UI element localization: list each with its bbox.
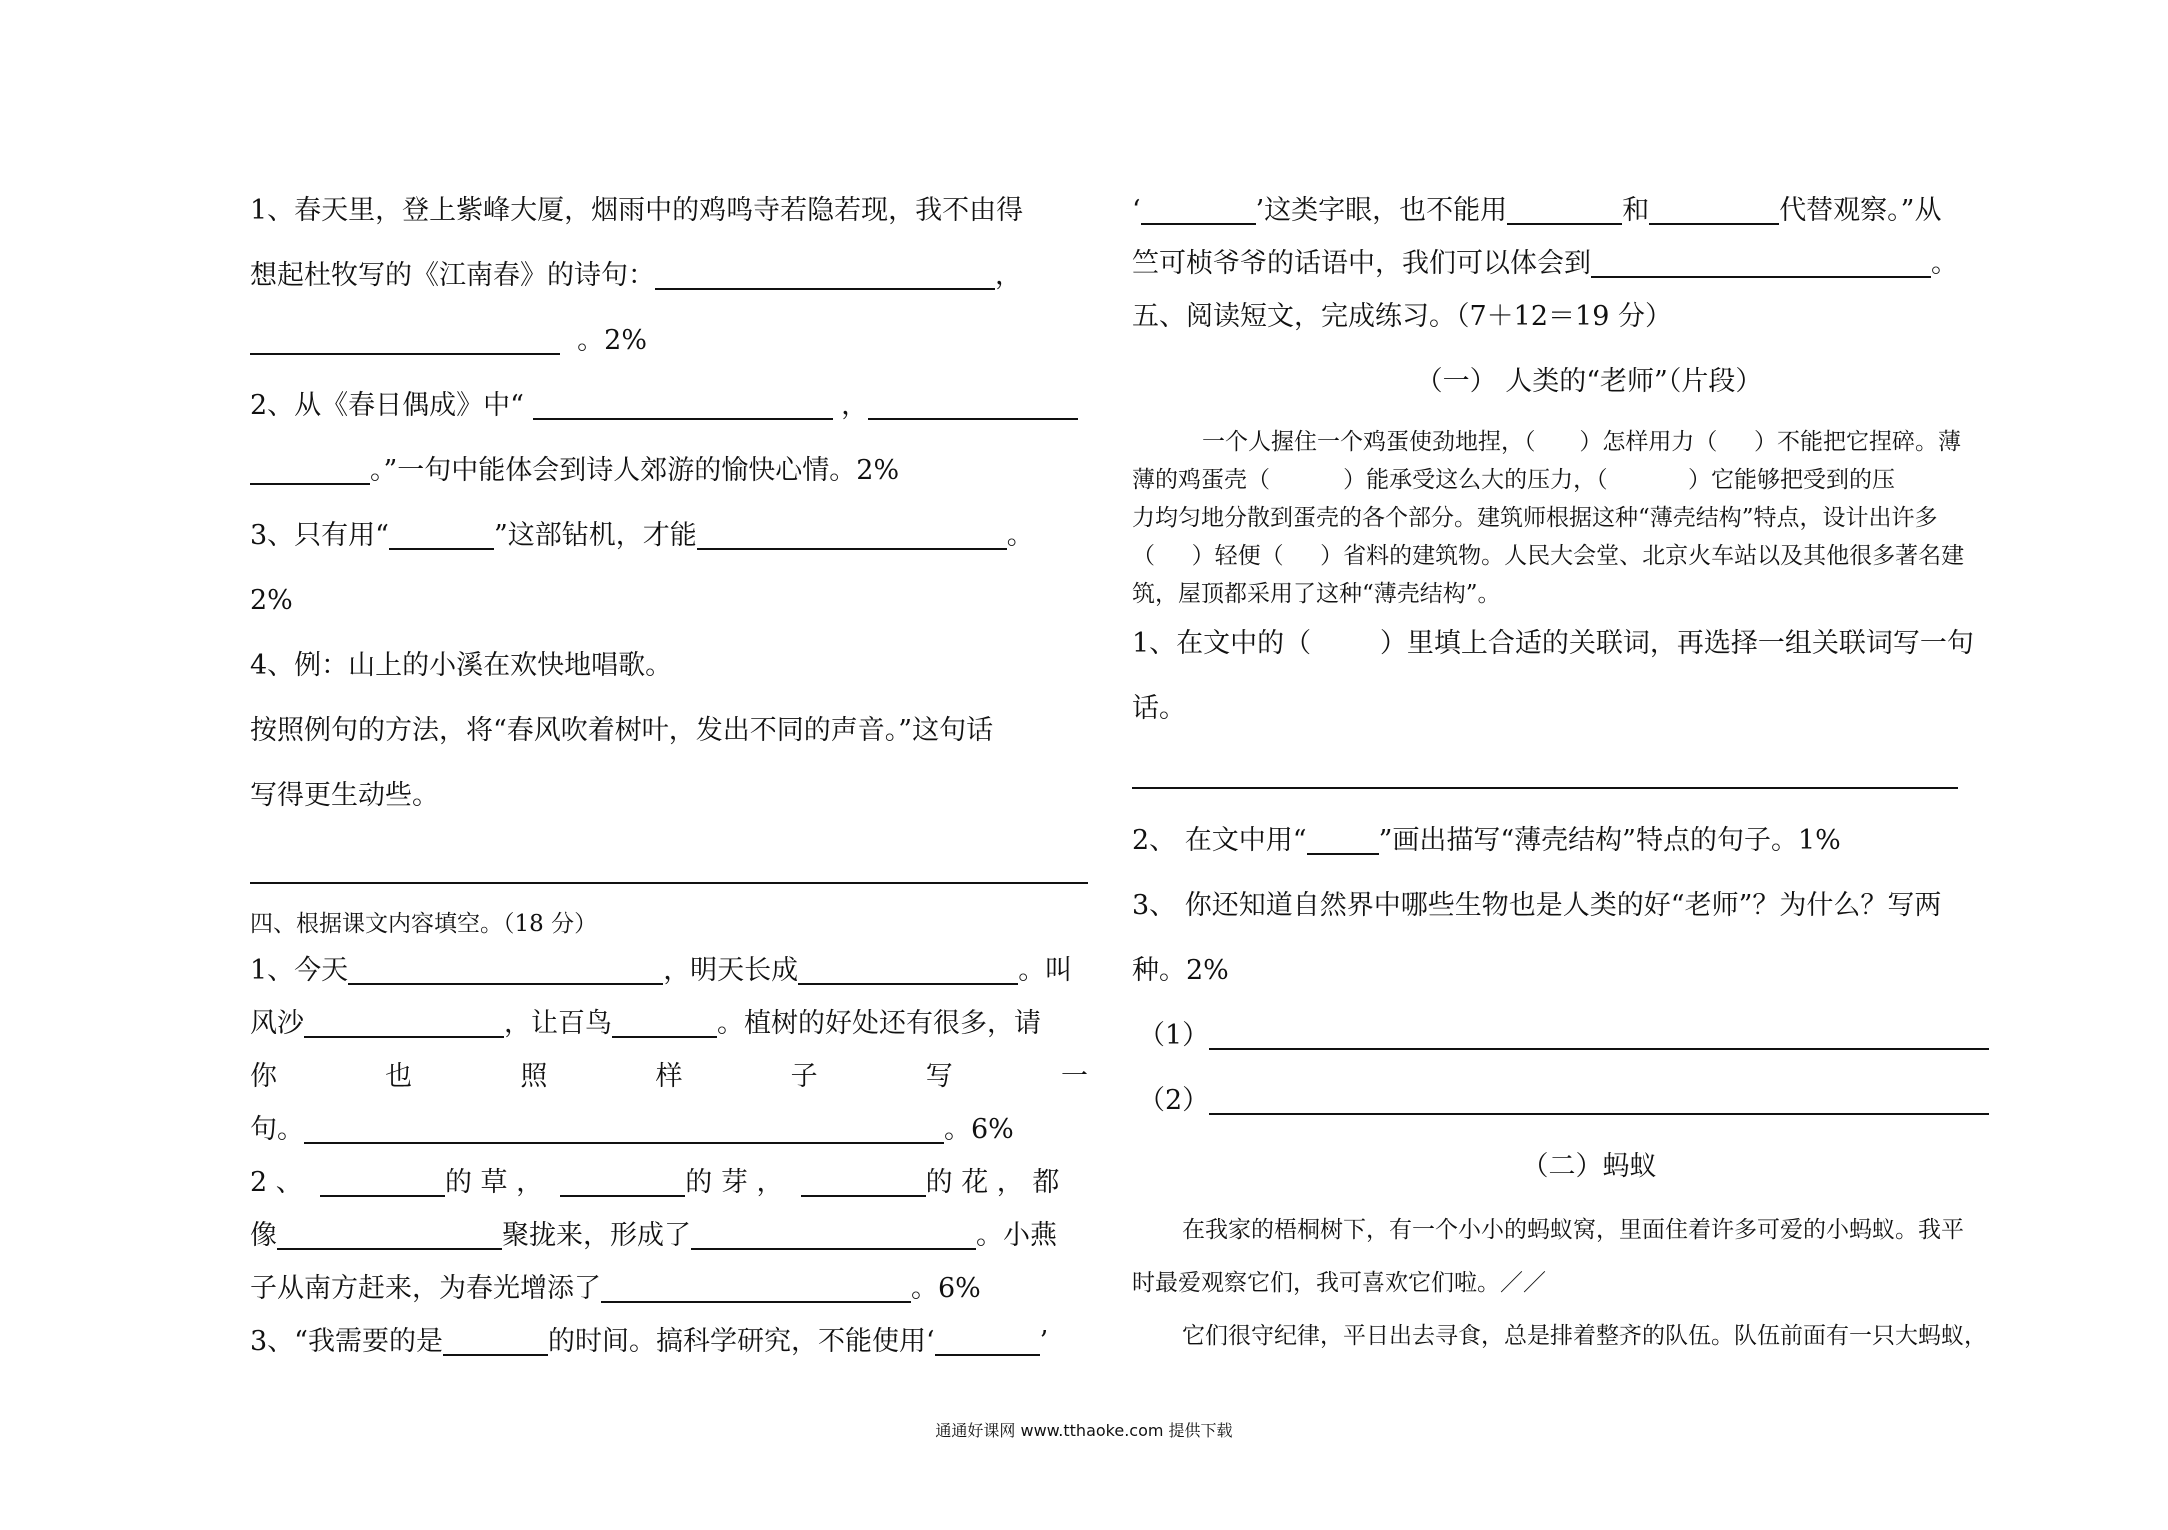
answer-blank[interactable] — [1209, 1083, 1989, 1115]
answer-blank[interactable] — [612, 1006, 717, 1038]
rq1-line2: 话。 — [1132, 693, 1186, 724]
section4-title: 四、根据课文内容填空。（18 分） — [250, 911, 598, 937]
answer-blank[interactable] — [868, 388, 1078, 420]
answer-line[interactable] — [1132, 787, 1958, 789]
s4q3-line1: 3、“我需要的是 的时间。搞科学研究，不能使用‘ ’ — [250, 1326, 1049, 1357]
rq2-line: 2、 在文中用“ ”画出描写“薄壳结构”特点的句子。1% — [1132, 825, 1841, 856]
answer-blank[interactable] — [304, 1006, 504, 1038]
s4q2-line1: 2 、 的 草 ， 的 芽 ， 的 花 ， 都 — [250, 1167, 1060, 1198]
answer-blank[interactable] — [691, 1218, 976, 1250]
q1-line2: 想起杜牧写的《江南春》的诗句： ， — [250, 260, 1022, 291]
rq3-line1: 3、 你还知道自然界中哪些生物也是人类的好“老师”？为什么？写两 — [1132, 890, 1942, 921]
answer-blank[interactable] — [1591, 246, 1931, 278]
answer-blank[interactable] — [533, 388, 833, 420]
q1-line3: 。2% — [250, 322, 647, 360]
rq1-line1: 1、在文中的（ ）里填上合适的关联词，再选择一组关联词写一句 — [1132, 628, 1974, 659]
answer-line[interactable] — [250, 882, 1088, 884]
answer-blank[interactable] — [1307, 823, 1379, 855]
answer-blank[interactable] — [935, 1324, 1040, 1356]
q4-line2: 按照例句的方法，将“春风吹着树叶，发出不同的声音。”这句话 — [250, 715, 994, 746]
passage1-line5: 筑，屋顶都采用了这种“薄壳结构”。 — [1132, 581, 1501, 607]
answer-blank[interactable] — [1209, 1018, 1989, 1050]
s4q2-line3: 子从南方赶来，为春光增添了 。6% — [250, 1273, 981, 1304]
s4q1-line2: 风沙 ，让百鸟 。植树的好处还有很多，请 — [250, 1008, 1041, 1039]
passage1-line1: 一个人握住一个鸡蛋使劲地捏，（ ）怎样用力（ ）不能把它捏碎。薄 — [1202, 429, 1961, 455]
answer-blank[interactable] — [1649, 193, 1779, 225]
s4q1-line1: 1、今天 ，明天长成 。叫 — [250, 955, 1073, 986]
rq3-answer-2: （2） — [1138, 1082, 1989, 1120]
q2-line2: 。”一句中能体会到诗人郊游的愉快心情。2% — [250, 452, 899, 490]
section5-title: 五、阅读短文，完成练习。（7＋12＝19 分） — [1132, 301, 1672, 332]
answer-blank[interactable] — [1141, 193, 1256, 225]
s4q2-line2: 像 聚拢来，形成了 。小燕 — [250, 1220, 1057, 1251]
r-line1: ‘ ’这类字眼，也不能用 和 代替观察。”从 — [1132, 195, 1942, 226]
passage2-line1: 在我家的梧桐树下，有一个小小的蚂蚁窝，里面住着许多可爱的小蚂蚁。我平 — [1182, 1217, 1964, 1243]
answer-blank[interactable] — [250, 323, 560, 355]
answer-blank[interactable] — [348, 953, 663, 985]
answer-blank[interactable] — [304, 1112, 944, 1144]
passage1-line2: 薄的鸡蛋壳（ ）能承受这么大的压力，（ ）它能够把受到的压 — [1132, 467, 1896, 493]
answer-blank[interactable] — [320, 1165, 445, 1197]
passage1-line4: （ ）轻便（ ）省料的建筑物。人民大会堂、北京火车站以及其他很多著名建 — [1132, 543, 1965, 569]
q3-line2: 2% — [250, 585, 293, 616]
answer-blank[interactable] — [560, 1165, 685, 1197]
passage1-title: （一） 人类的“老师”（片段） — [1415, 366, 1763, 397]
answer-blank[interactable] — [443, 1324, 548, 1356]
footer-credit: 通通好课网 www.tthaoke.com 提供下载 — [935, 1421, 1233, 1440]
answer-blank[interactable] — [1507, 193, 1622, 225]
q3-line1: 3、只有用“ ”这部钻机，才能 。 — [250, 520, 1034, 551]
q4-line1: 4、例：山上的小溪在欢快地唱歌。 — [250, 650, 673, 681]
answer-blank[interactable] — [601, 1271, 911, 1303]
rq3-line2: 种。2% — [1132, 955, 1229, 986]
s4q1-line4: 句。 。6% — [250, 1114, 1014, 1145]
answer-blank[interactable] — [277, 1218, 502, 1250]
passage2-line2: 时最爱观察它们，我可喜欢它们啦。／／ — [1132, 1270, 1546, 1296]
q2-line1: 2、从《春日偶成》中“ ， — [250, 387, 1078, 425]
answer-blank[interactable] — [655, 258, 995, 290]
passage1-line3: 力均匀地分散到蛋壳的各个部分。建筑师根据这种“薄壳结构”特点，设计出许多 — [1132, 505, 1938, 531]
r-line2: 竺可桢爷爷的话语中，我们可以体会到 。 — [1132, 248, 1958, 279]
answer-blank[interactable] — [697, 518, 1007, 550]
passage2-line3: 它们很守纪律，平日出去寻食，总是排着整齐的队伍。队伍前面有一只大蚂蚁， — [1182, 1323, 1987, 1349]
passage2-title: （二）蚂蚁 — [1521, 1151, 1657, 1182]
s4q1-line3: 你 也 照 样 子 写 一 — [250, 1061, 1088, 1092]
q4-line3: 写得更生动些。 — [250, 780, 439, 811]
answer-blank[interactable] — [250, 453, 370, 485]
answer-blank[interactable] — [389, 518, 494, 550]
answer-blank[interactable] — [798, 953, 1018, 985]
answer-blank[interactable] — [801, 1165, 926, 1197]
q1-line1: 1、春天里，登上紫峰大厦，烟雨中的鸡鸣寺若隐若现，我不由得 — [250, 195, 1024, 226]
rq3-answer-1: （1） — [1138, 1017, 1989, 1055]
